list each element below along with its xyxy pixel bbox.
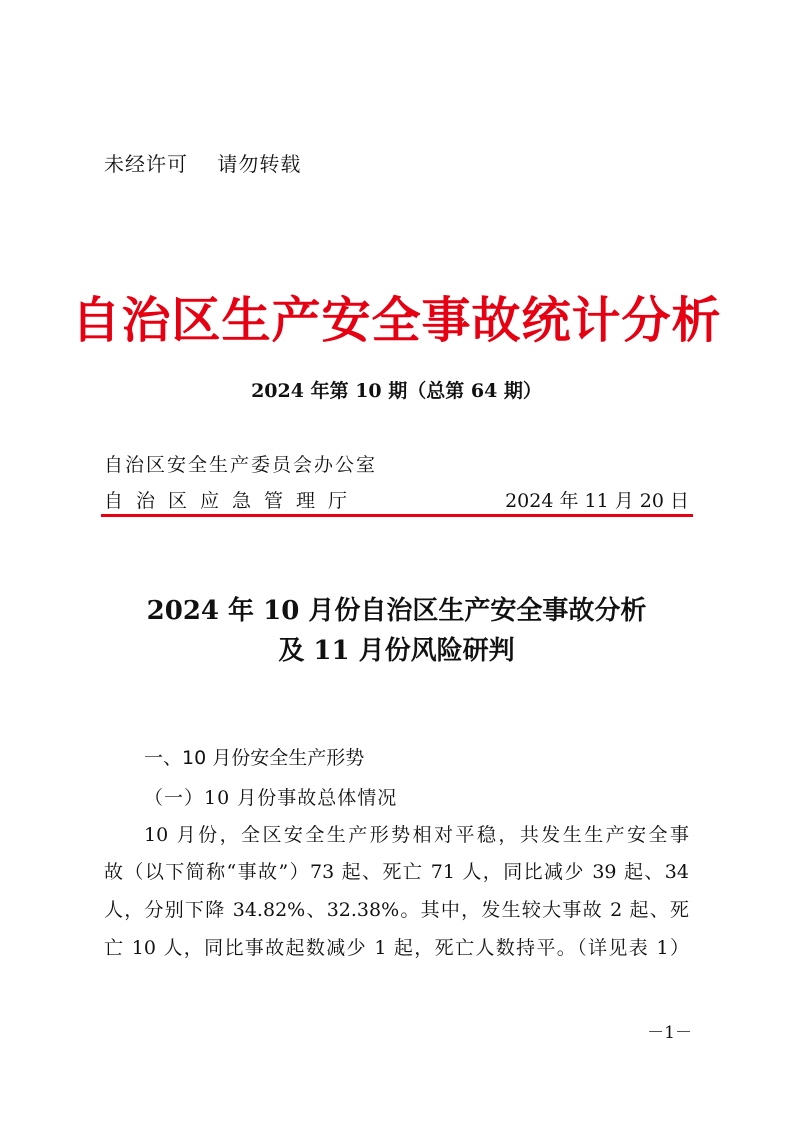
issuer-office: 自治区安全生产委员会办公室 [104, 454, 378, 476]
masthead-title: 自治区生产安全事故统计分析 [71, 291, 722, 349]
page-number: －1－ [647, 1023, 692, 1043]
reprint-notice: 未经许可 请勿转载 [104, 152, 302, 176]
paragraph-line: 故（以下简称“事故”）73 起、死亡 71 人，同比减少 39 起、34 [104, 861, 689, 883]
section-heading: 一、10 月份安全生产形势 [144, 747, 365, 769]
paragraph-line: 10 月份，全区安全生产形势相对平稳，共发生生产安全事 [144, 824, 689, 846]
document-title-line-2: 及 11 月份风险研判 [278, 636, 515, 666]
red-divider [101, 514, 693, 517]
issue-date: 2024 年 11 月 20 日 [505, 490, 689, 512]
paragraph-line: 人，分别下降 34.82%、32.38%。其中，发生较大事故 2 起、死 [104, 899, 689, 921]
document-title-line-1: 2024 年 10 月份自治区生产安全事故分析 [146, 596, 647, 626]
issue-number: 2024 年第 10 期（总第 64 期） [251, 380, 542, 402]
paragraph-line: 亡 10 人，同比事故起数减少 1 起，死亡人数持平。（详见表 1） [104, 937, 689, 959]
issuer-department: 自治区应急管理厅 [104, 490, 361, 512]
subsection-heading: （一）10 月份事故总体情况 [144, 787, 398, 809]
